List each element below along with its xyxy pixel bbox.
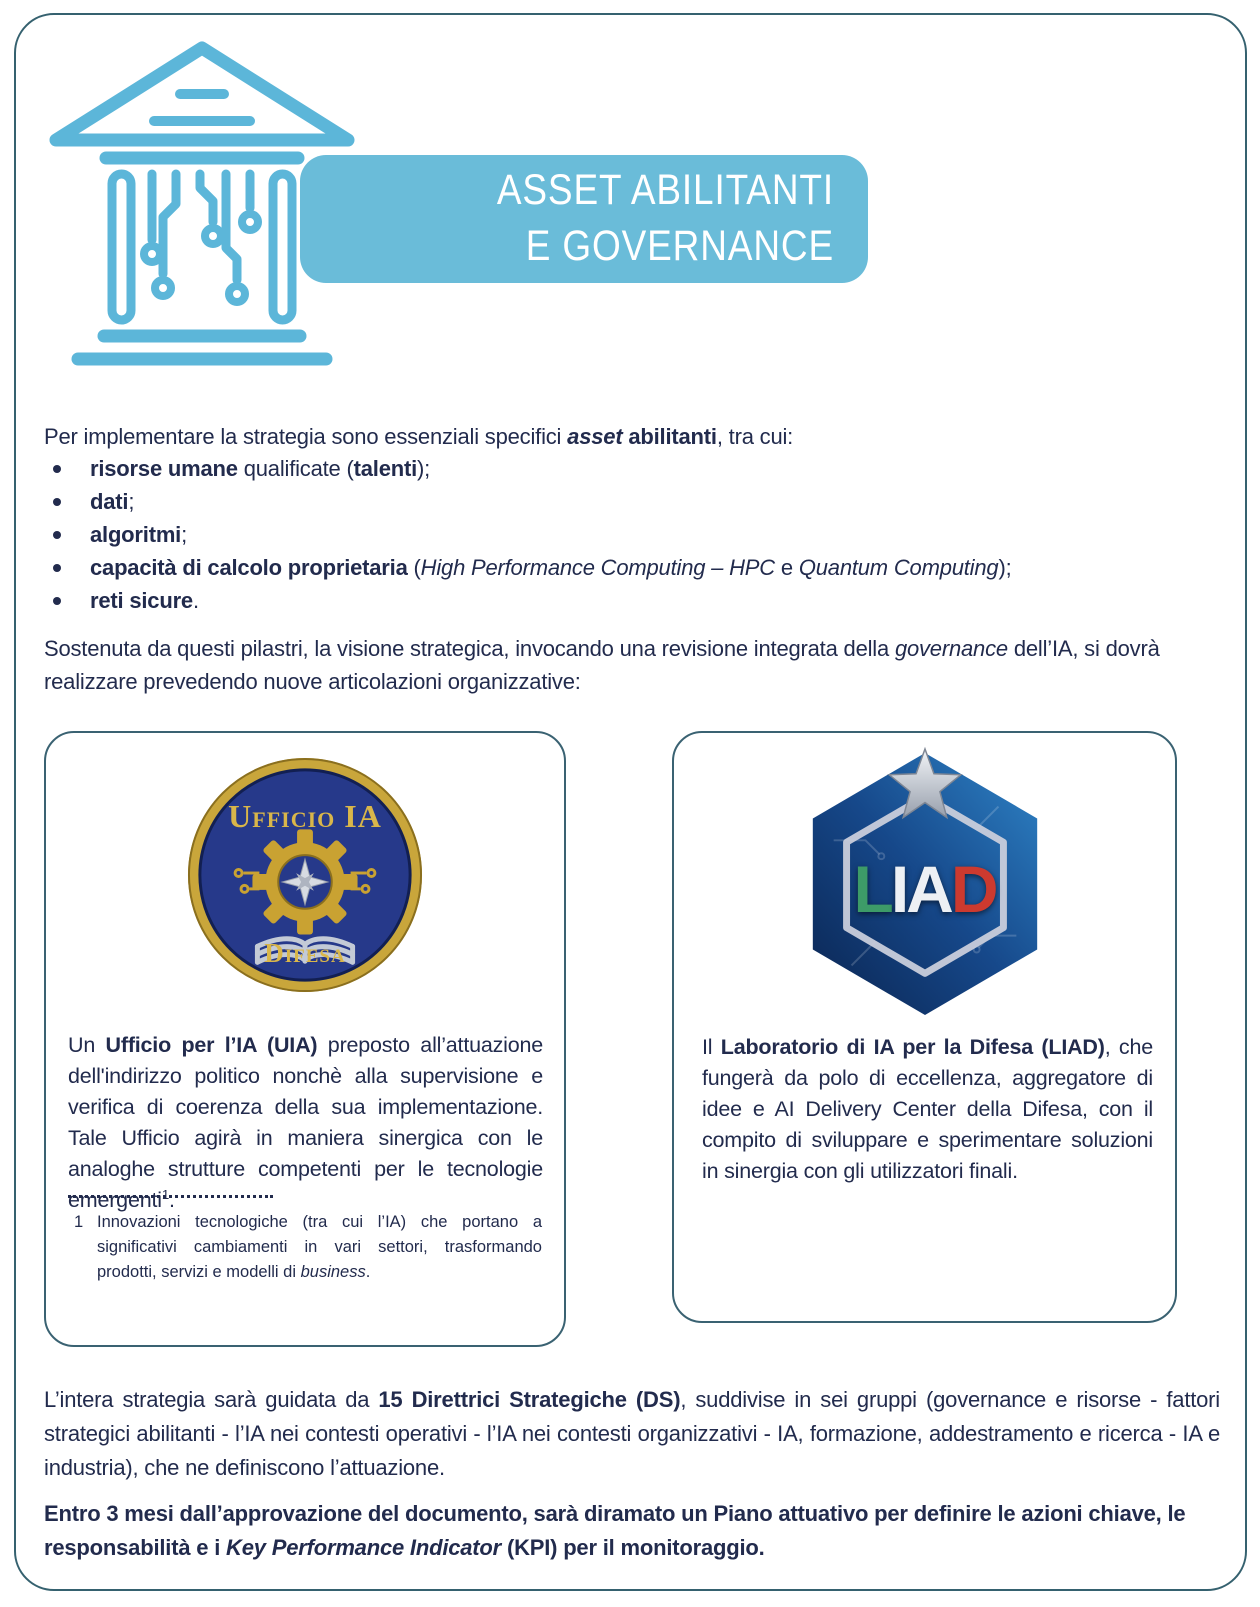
liad-letter: A	[906, 852, 951, 926]
footnote-text: Innovazioni tecnologiche (tra cui l’IA) che portano a significativi cambiamenti in vari settori, trasformando prodotti, servizi e modelli di business.	[97, 1213, 542, 1281]
liad-card	[672, 731, 1177, 1323]
liad-letter: D	[950, 852, 996, 926]
footnote-separator	[68, 1195, 273, 1198]
footnote	[72, 1210, 542, 1285]
section-banner	[300, 155, 868, 283]
asset-list	[44, 452, 1220, 617]
liad-letter: L	[853, 852, 891, 926]
liad-letter: I	[890, 852, 907, 926]
uia-card	[44, 731, 566, 1347]
section-title-line2: E GOVERNANCE	[525, 222, 834, 270]
list-item-reti-sicure: reti sicure.	[44, 584, 1220, 617]
liad-badge	[793, 745, 1057, 1021]
list-item-algoritmi: algoritmi;	[44, 518, 1220, 551]
section-title-line1: ASSET ABILITANTI	[496, 166, 834, 214]
uia-badge	[186, 756, 424, 994]
list-item-risorse-umane: risorse umane qualificate (talenti);	[44, 452, 1220, 485]
list-item-capacita-calcolo: capacità di calcolo proprietaria (High Performance Computing – HPC e Quantum Computing);	[44, 551, 1220, 584]
intro-paragraph: Per implementare la strategia sono essenziali specifici asset abilitanti, tra cui:	[44, 424, 794, 449]
strategy-paragraph: L’intera strategia sarà guidata da 15 Direttrici Strategiche (DS), suddivise in sei gruppi (governance e risorse - fattori strategici abilitanti - l’IA nei contesti operativi - l’IA nei contesti organizzativi - IA, formazione, addestramento e ricerca - IA e industria), che ne definiscono l’attuazione.	[44, 1387, 1220, 1480]
uia-badge-title: Ufficio IA	[228, 798, 382, 834]
pillars-paragraph: Sostenuta da questi pilastri, la visione strategica, invocando una revisione integrata della governance dell’IA, si dovrà realizzare prevedendo nuove articolazioni organizzative:	[44, 636, 1160, 694]
footnote-number: 1	[74, 1213, 84, 1231]
uia-badge-subtitle: Difesa	[264, 938, 346, 968]
liad-description: Il Laboratorio di IA per la Difesa (LIAD), che fungerà da polo di eccellenza, aggregatore di idee e AI Delivery Center della Difesa, con il compito di sviluppare e sperimentare soluzioni in sinergia con gli utilizzatori finali.	[702, 1035, 1153, 1183]
section-title	[497, 162, 834, 274]
bank-circuit-icon	[42, 36, 362, 366]
list-item-dati: dati;	[44, 485, 1220, 518]
liad-wordmark	[793, 851, 1057, 927]
uia-description: Un Ufficio per l’IA (UIA) preposto all’attuazione dell'indirizzo politico nonchè alla supervisione e verifica di coerenza della sua implementazione. Tale Ufficio agirà in maniera sinergica con le analoghe strutture competenti per le tecnologie emergenti$^1$.	[68, 1033, 544, 1212]
closing-paragraph: Entro 3 mesi dall’approvazione del documento, sarà diramato un Piano attuativo per definire le azioni chiave, le responsabilità e i Key Performance Indicator (KPI) per il monitoraggio.	[44, 1501, 1186, 1560]
